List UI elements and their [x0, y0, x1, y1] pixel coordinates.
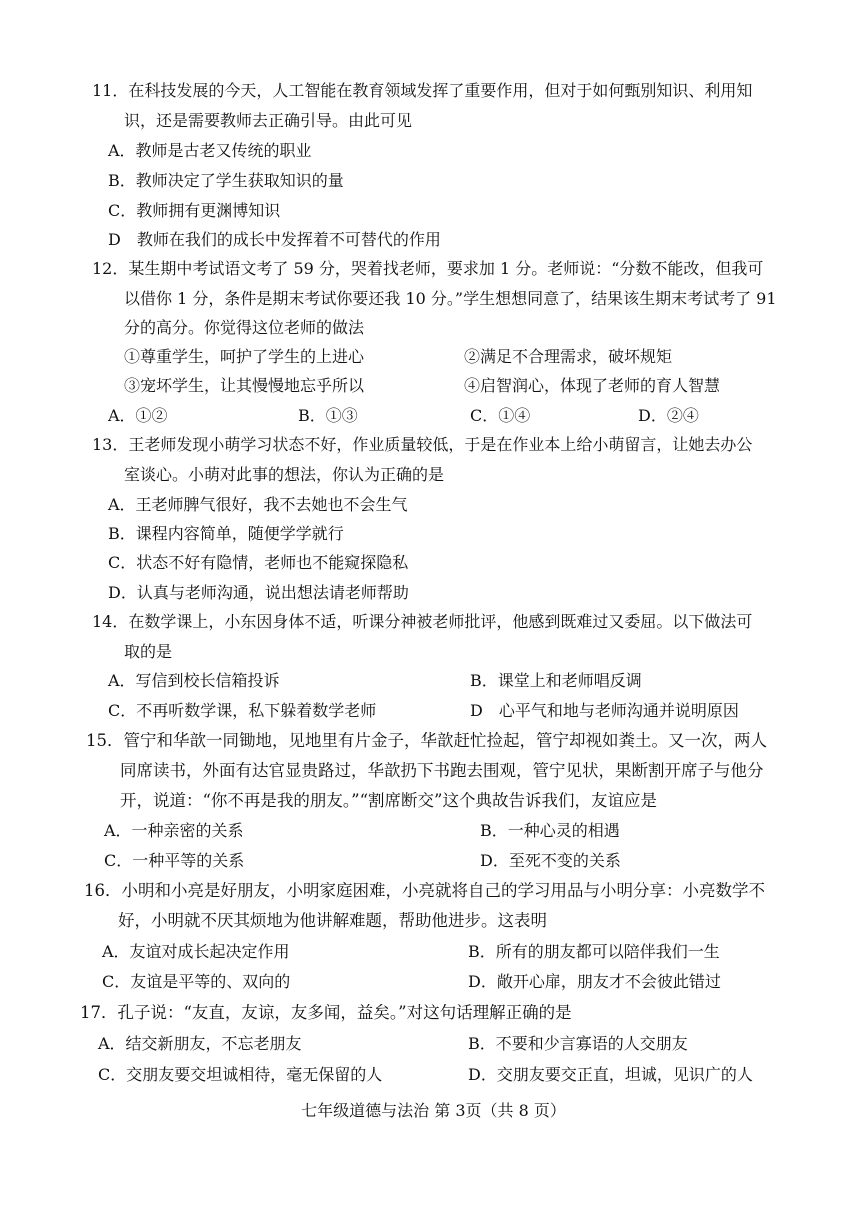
statement-3: ③宠坏学生，让其慢慢地忘乎所以 [124, 376, 365, 395]
page-footer: 七年级道德与法治 第 3页（共 8 页） [301, 1101, 566, 1120]
option-c: C．不再听数学课，私下躲着数学老师 [108, 701, 377, 720]
option-d: D 心平气和地与老师沟通并说明原因 [470, 701, 739, 720]
option-d: D．至死不变的关系 [480, 851, 621, 870]
question-stem-line: 同席读书，外面有达官显贵路过，华歆扔下书跑去围观，管宁见状，果断割开席子与他分 [120, 761, 764, 780]
option-c: C．交朋友要交坦诚相待，毫无保留的人 [98, 1065, 383, 1084]
option-b: B．不要和少言寡语的人交朋友 [468, 1034, 688, 1053]
option-b: B．一种心灵的相遇 [480, 821, 620, 840]
question-stem-line: 识，还是需要教师去正确引导。由此可见 [124, 111, 413, 130]
option-c: C．一种平等的关系 [104, 851, 245, 870]
question-stem-line: 16．小明和小亮是好朋友，小明家庭困难，小亮就将自己的学习用品与小明分享：小亮数学不 [84, 881, 765, 900]
option-a: A．教师是古老又传统的职业 [108, 141, 312, 160]
option-c: C．友谊是平等的、双向的 [102, 972, 291, 991]
question-stem-line: 14．在数学课上，小东因身体不适，听课分神被老师批评，他感到既难过又委屈。以下做法可 [92, 612, 753, 631]
statement-1: ①尊重学生，呵护了学生的上进心 [124, 347, 365, 366]
option-c: C．状态不好有隐情，老师也不能窥探隐私 [108, 553, 409, 572]
question-stem-line: 开，说道：“你不再是我的朋友。”“割席断交”这个典故告诉我们，友谊应是 [120, 791, 657, 810]
question-stem-line: 以借你 1 分，条件是期末考试你要还我 10 分。”学生想想同意了，结果该生期末考试考了 91 [124, 289, 777, 308]
option-d: D 教师在我们的成长中发挥着不可替代的作用 [108, 230, 441, 249]
option-c: C．①④ [470, 406, 531, 425]
option-d: D．敞开心扉，朋友才不会彼此错过 [468, 972, 721, 991]
option-a: A．一种亲密的关系 [104, 821, 244, 840]
option-b: B．教师决定了学生获取知识的量 [108, 171, 344, 190]
option-d: D．②④ [638, 406, 699, 425]
question-stem-line: 15．管宁和华歆一同锄地，见地里有片金子，华歆赶忙捡起，管宁却视如粪土。又一次，两人 [86, 731, 767, 750]
question-stem-line: 17．孔子说：“友直，友谅，友多闻，益矣。”对这句话理解正确的是 [80, 1003, 572, 1022]
question-stem-line: 取的是 [124, 642, 173, 661]
statement-2: ②满足不合理需求，破坏规矩 [464, 347, 673, 366]
option-d: D．交朋友要交正直，坦诚，见识广的人 [468, 1065, 753, 1084]
option-b: B．所有的朋友都可以陪伴我们一生 [468, 942, 720, 961]
statement-4: ④启智润心，体现了老师的育人智慧 [464, 376, 721, 395]
option-a: A．结交新朋友，不忘老朋友 [98, 1034, 302, 1053]
question-stem-line: 分的高分。你觉得这位老师的做法 [124, 318, 365, 337]
question-stem-line: 好，小明就不厌其烦地为他讲解难题，帮助他进步。这表明 [118, 911, 547, 930]
question-stem-line: 11．在科技发展的今天，人工智能在教育领域发挥了重要作用，但对于如何甄别知识、利用知 [92, 81, 753, 100]
option-b: B．课堂上和老师唱反调 [470, 671, 642, 690]
question-stem-line: 室谈心。小萌对此事的想法，你认为正确的是 [124, 465, 445, 484]
question-stem-line: 13．王老师发现小萌学习状态不好，作业质量较低，于是在作业本上给小萌留言，让她去办公 [92, 435, 753, 454]
option-b: B．课程内容简单，随便学学就行 [108, 524, 344, 543]
option-a: A．写信到校长信箱投诉 [108, 671, 280, 690]
option-a: A．友谊对成长起决定作用 [102, 942, 290, 961]
option-c: C．教师拥有更渊博知识 [108, 201, 281, 220]
option-b: B．①③ [298, 406, 358, 425]
question-stem-line: 12．某生期中考试语文考了 59 分，哭着找老师，要求加 1 分。老师说：“分数不能改，但我可 [92, 259, 764, 278]
option-a: A．王老师脾气很好，我不去她也不会生气 [108, 495, 408, 514]
option-d: D．认真与老师沟通，说出想法请老师帮助 [108, 583, 409, 602]
option-a: A．①② [108, 406, 168, 425]
